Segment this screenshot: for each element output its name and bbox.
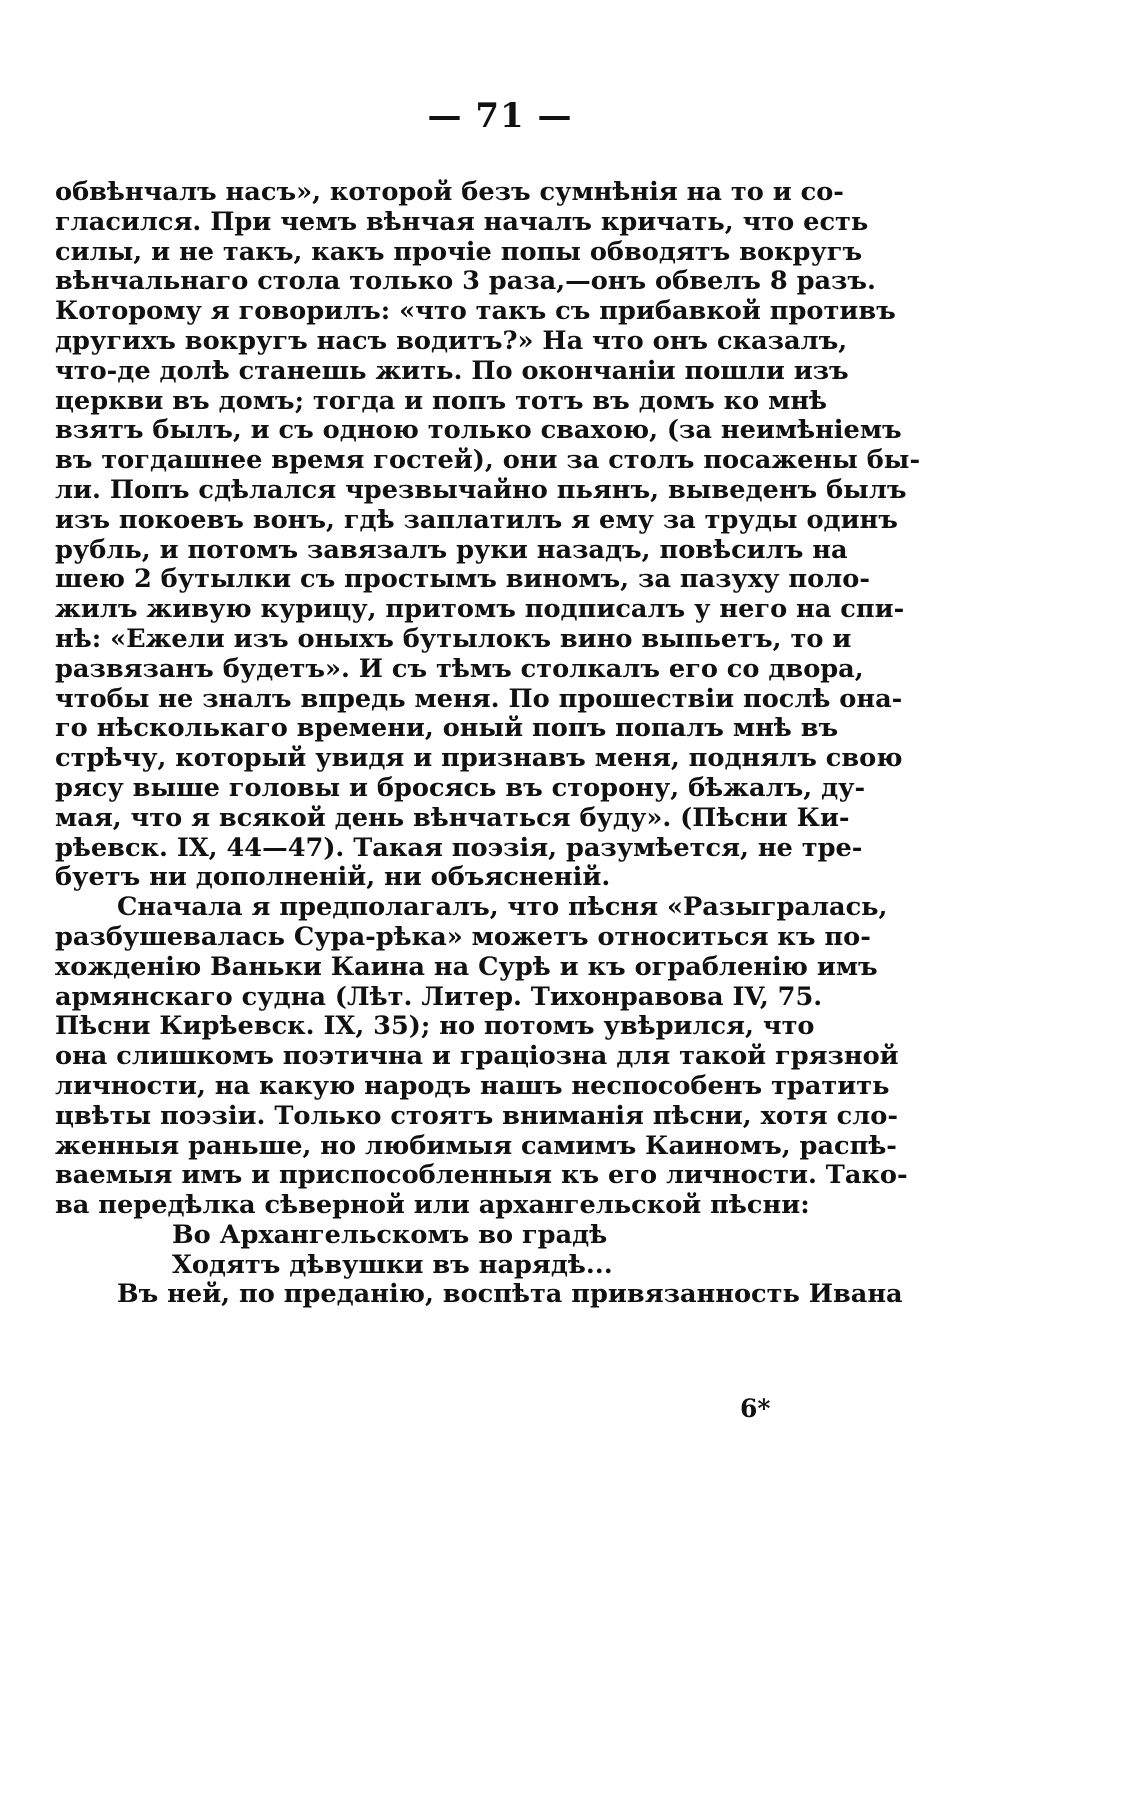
text-line: ва передѣлка сѣверной или архангельской пѣсни: xyxy=(55,1190,810,1221)
text-line: личности, на какую народъ нашъ неспособенъ тратить xyxy=(55,1070,890,1101)
text-line: армянскаго судна (Лѣт. Литер. Тихонравова IV, 75. xyxy=(55,981,823,1012)
text-line: что-де долѣ станешь жить. По окончаніи пошли изъ xyxy=(55,355,849,386)
text-line: женныя раньше, но любимыя самимъ Каиномъ, распѣ- xyxy=(55,1130,897,1161)
text-line: Сначала я предполагалъ, что пѣсня «Разыгралась, xyxy=(117,892,888,923)
text-line: другихъ вокругъ насъ водитъ?» На что онъ сказалъ, xyxy=(55,325,848,356)
verse-line: Ходятъ дѣвушки въ нарядѣ... xyxy=(172,1249,613,1280)
text-line: буетъ ни дополненій, ни объясненій. xyxy=(55,862,611,893)
text-line: нѣ: «Ежели изъ оныхъ бутылокъ вино выпьетъ, то и xyxy=(55,623,852,654)
text-line: она слишкомъ поэтична и граціозна для такой грязной xyxy=(55,1041,899,1072)
text-line: церкви въ домъ; тогда и попъ тотъ въ домъ ко мнѣ xyxy=(55,385,828,416)
text-line: вѣнчальнаго стола только 3 раза,—онъ обвелъ 8 разъ. xyxy=(55,266,876,297)
text-line: силы, и не такъ, какъ прочіе попы обводятъ вокругъ xyxy=(55,236,863,267)
text-line: въ тогдашнее время гостей), они за столъ посажены бы- xyxy=(55,445,921,476)
paragraph-1 xyxy=(55,177,921,893)
text-line: рясу выше головы и бросясь въ сторону, бѣжалъ, ду- xyxy=(55,772,866,803)
verse-quote xyxy=(55,1221,755,1281)
text-line: гласился. При чемъ вѣнчая началъ кричать, что есть xyxy=(55,206,869,237)
text-line: рубль, и потомъ завязалъ руки назадъ, повѣсилъ на xyxy=(55,534,848,565)
signature-mark: 6* xyxy=(740,1394,771,1423)
text-line: разбушевалась Сура-рѣка» можетъ относиться къ по- xyxy=(55,921,871,952)
text-line: рѣевск. IX, 44—47). Такая поэзія, разумѣется, не тре- xyxy=(55,832,863,863)
body-text xyxy=(55,177,921,1310)
text-line: цвѣты поэзіи. Только стоятъ вниманія пѣсни, хотя сло- xyxy=(55,1100,898,1131)
text-line: чтобы не зналъ впредь меня. По прошествіи послѣ она- xyxy=(55,683,903,714)
text-line: стрѣчу, который увидя и признавъ меня, поднялъ свою xyxy=(55,743,903,774)
text-line: обвѣнчалъ насъ», которой безъ сумнѣнія на то и со- xyxy=(55,177,844,207)
text-line: Которому я говорилъ: «что такъ съ прибавкой противъ xyxy=(55,296,896,327)
verse-line: Во Архангельскомъ во градѣ xyxy=(172,1219,608,1250)
text-line: Пѣсни Кирѣевск. IX, 35); но потомъ увѣрился, что xyxy=(55,1011,815,1042)
text-line: развязанъ будетъ». И съ тѣмъ столкалъ его со двора, xyxy=(55,653,864,684)
text-line: Въ ней, по преданію, воспѣта привязанность Ивана xyxy=(117,1279,903,1310)
text-line: мая, что я всякой день вѣнчаться буду». (Пѣсни Ки- xyxy=(55,802,850,833)
text-line: хожденію Ваньки Каина на Сурѣ и къ ограбленію имъ xyxy=(55,951,878,982)
text-line: ваемыя имъ и приспособленныя къ его личности. Тако- xyxy=(55,1160,908,1191)
text-line: взятъ былъ, и съ одною только свахою, (за неимѣніемъ xyxy=(55,415,902,446)
text-line: ли. Попъ сдѣлался чрезвычайно пьянъ, выведенъ былъ xyxy=(55,474,907,505)
paragraph-3 xyxy=(55,1279,903,1310)
paragraph-2 xyxy=(55,892,908,1221)
page-number: — 71 — xyxy=(427,96,573,136)
text-line: шею 2 бутылки съ простымъ виномъ, за пазуху поло- xyxy=(55,564,870,595)
text-line: изъ покоевъ вонъ, гдѣ заплатилъ я ему за труды одинъ xyxy=(55,504,898,535)
text-line: го нѣсколькаго времени, оный попъ попалъ мнѣ въ xyxy=(55,713,839,744)
text-line: жилъ живую курицу, притомъ подписалъ у него на спи- xyxy=(55,594,905,625)
